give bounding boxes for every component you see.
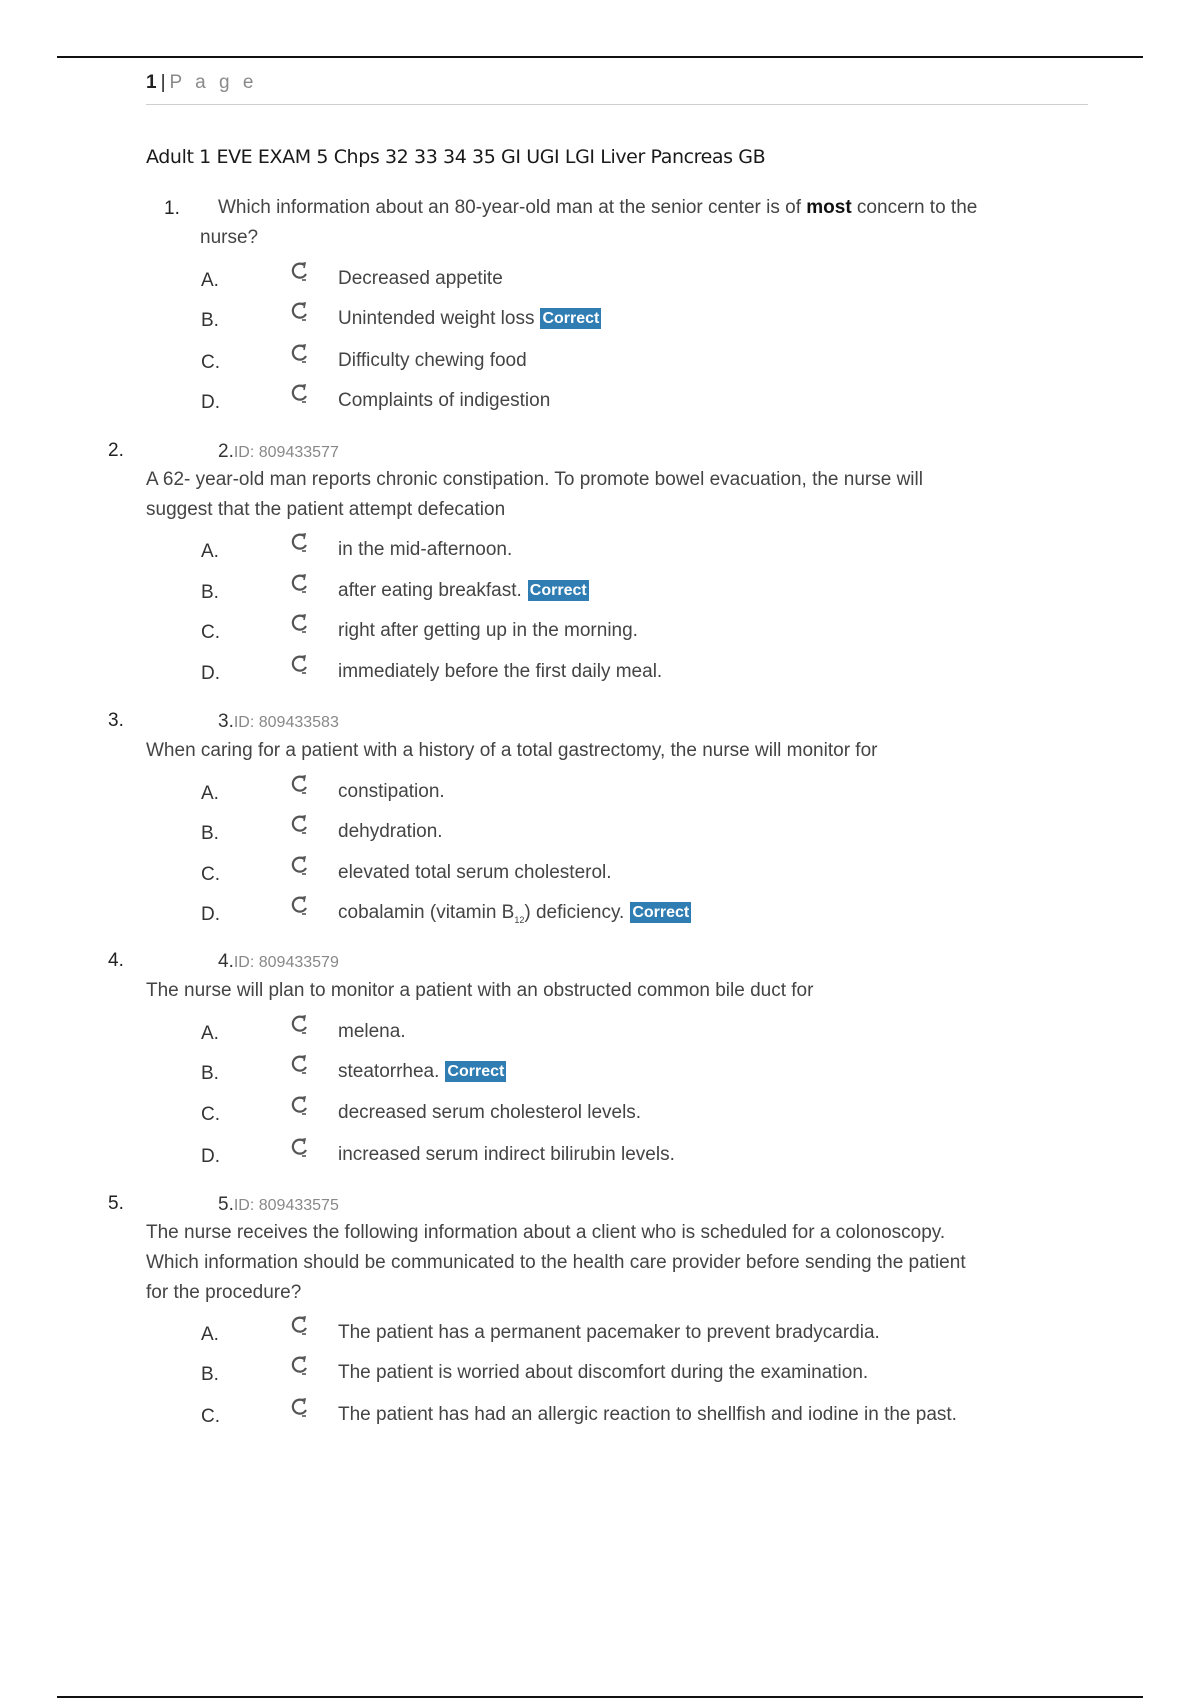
- q1-option-d[interactable]: D. Complaints of indigestion: [0, 388, 1200, 418]
- question-4-text: The nurse will plan to monitor a patient with an obstructed common bile duct for: [146, 980, 814, 1001]
- radio-icon[interactable]: [290, 1354, 310, 1380]
- q4-option-b[interactable]: B. steatorrhea. Correct: [0, 1059, 1200, 1089]
- q5-option-a[interactable]: A. The patient has a permanent pacemaker to prevent bradycardia.: [0, 1320, 1200, 1350]
- q3-option-d[interactable]: D. cobalamin (vitamin $B_{12}$) deficiency. Correct: [0, 900, 1200, 930]
- radio-icon[interactable]: [290, 572, 310, 598]
- radio-icon[interactable]: [290, 1094, 310, 1120]
- radio-icon[interactable]: [290, 653, 310, 679]
- radio-icon[interactable]: [290, 1136, 310, 1162]
- question-2-text-line2: suggest that the patient attempt defecation: [146, 499, 506, 520]
- radio-icon[interactable]: [290, 1396, 310, 1422]
- q1-option-a[interactable]: A. Decreased appetite: [0, 266, 1200, 296]
- question-5-text-line2: Which information should be communicated to the health care provider before sending the patient: [146, 1252, 966, 1273]
- q5-option-c[interactable]: C. The patient has had an allergic reaction to shellfish and iodine in the past.: [0, 1402, 1200, 1432]
- question-3-text: When caring for a patient with a history of a total gastrectomy, the nurse will monitor for: [146, 740, 878, 761]
- question-2-text-line1: A 62- year-old man reports chronic constipation. To promote bowel evacuation, the nurse will: [146, 469, 923, 490]
- question-2-number: 2.: [108, 440, 124, 461]
- q2-option-d[interactable]: D. immediately before the first daily meal.: [0, 659, 1200, 689]
- page-header: [146, 72, 1088, 105]
- exam-title: Adult 1 EVE EXAM 5 Chps 32 33 34 35 GI UGI LGI Liver Pancreas GB: [146, 146, 766, 168]
- q3-option-b[interactable]: B. dehydration.: [0, 819, 1200, 849]
- q5-option-b[interactable]: B. The patient is worried about discomfort during the examination.: [0, 1360, 1200, 1390]
- radio-icon[interactable]: [290, 1013, 310, 1039]
- radio-icon[interactable]: [290, 1053, 310, 1079]
- q1-option-c[interactable]: C. Difficulty chewing food: [0, 348, 1200, 378]
- question-5-text-line1: The nurse receives the following information about a client who is scheduled for a colonoscopy.: [146, 1222, 946, 1243]
- question-1-text: Which information about an 80-year-old man at the senior center is of most concern to the: [218, 197, 978, 218]
- top-rule: [57, 56, 1143, 58]
- q1-option-b[interactable]: B. Unintended weight loss Correct: [0, 306, 1200, 336]
- radio-icon[interactable]: [290, 260, 310, 286]
- correct-badge: Correct: [632, 904, 690, 921]
- q2-option-b[interactable]: B. after eating breakfast. Correct: [0, 578, 1200, 608]
- bottom-rule: [57, 1696, 1143, 1698]
- q4-option-c[interactable]: C. decreased serum cholesterol levels.: [0, 1100, 1200, 1130]
- question-3-id: 3.ID: 809433583: [218, 711, 339, 732]
- q3-option-a[interactable]: A. constipation.: [0, 779, 1200, 809]
- radio-icon[interactable]: [290, 1314, 310, 1340]
- question-2-id: 2.ID: 809433577: [218, 441, 339, 462]
- page-number: 1: [146, 72, 157, 93]
- q2-option-c[interactable]: C. right after getting up in the morning.: [0, 618, 1200, 648]
- question-5-text-line3: for the procedure?: [146, 1282, 302, 1303]
- radio-icon[interactable]: [290, 382, 310, 408]
- radio-icon[interactable]: [290, 813, 310, 839]
- question-4-number: 4.: [108, 950, 124, 971]
- page-separator: |: [160, 72, 166, 93]
- q4-option-a[interactable]: A. melena.: [0, 1019, 1200, 1049]
- correct-badge: Correct: [447, 1063, 505, 1080]
- question-5-id: 5.ID: 809433575: [218, 1194, 339, 1215]
- radio-icon[interactable]: [290, 854, 310, 880]
- question-1-text-line2: nurse?: [200, 227, 259, 248]
- correct-badge: Correct: [542, 310, 600, 327]
- page-word: P a g e: [169, 72, 258, 93]
- emphasis-most: most: [806, 197, 852, 218]
- radio-icon[interactable]: [290, 612, 310, 638]
- question-1-number: 1.: [164, 198, 180, 219]
- q4-option-d[interactable]: D. increased serum indirect bilirubin levels.: [0, 1142, 1200, 1172]
- q2-option-a[interactable]: A. in the mid-afternoon.: [0, 537, 1200, 567]
- radio-icon[interactable]: [290, 531, 310, 557]
- q3-option-c[interactable]: C. elevated total serum cholesterol.: [0, 860, 1200, 890]
- question-5-number: 5.: [108, 1193, 124, 1214]
- radio-icon[interactable]: [290, 342, 310, 368]
- question-3-number: 3.: [108, 710, 124, 731]
- radio-icon[interactable]: [290, 894, 310, 920]
- radio-icon[interactable]: [290, 300, 310, 326]
- radio-icon[interactable]: [290, 773, 310, 799]
- question-4-id: 4.ID: 809433579: [218, 951, 339, 972]
- correct-badge: Correct: [529, 582, 587, 599]
